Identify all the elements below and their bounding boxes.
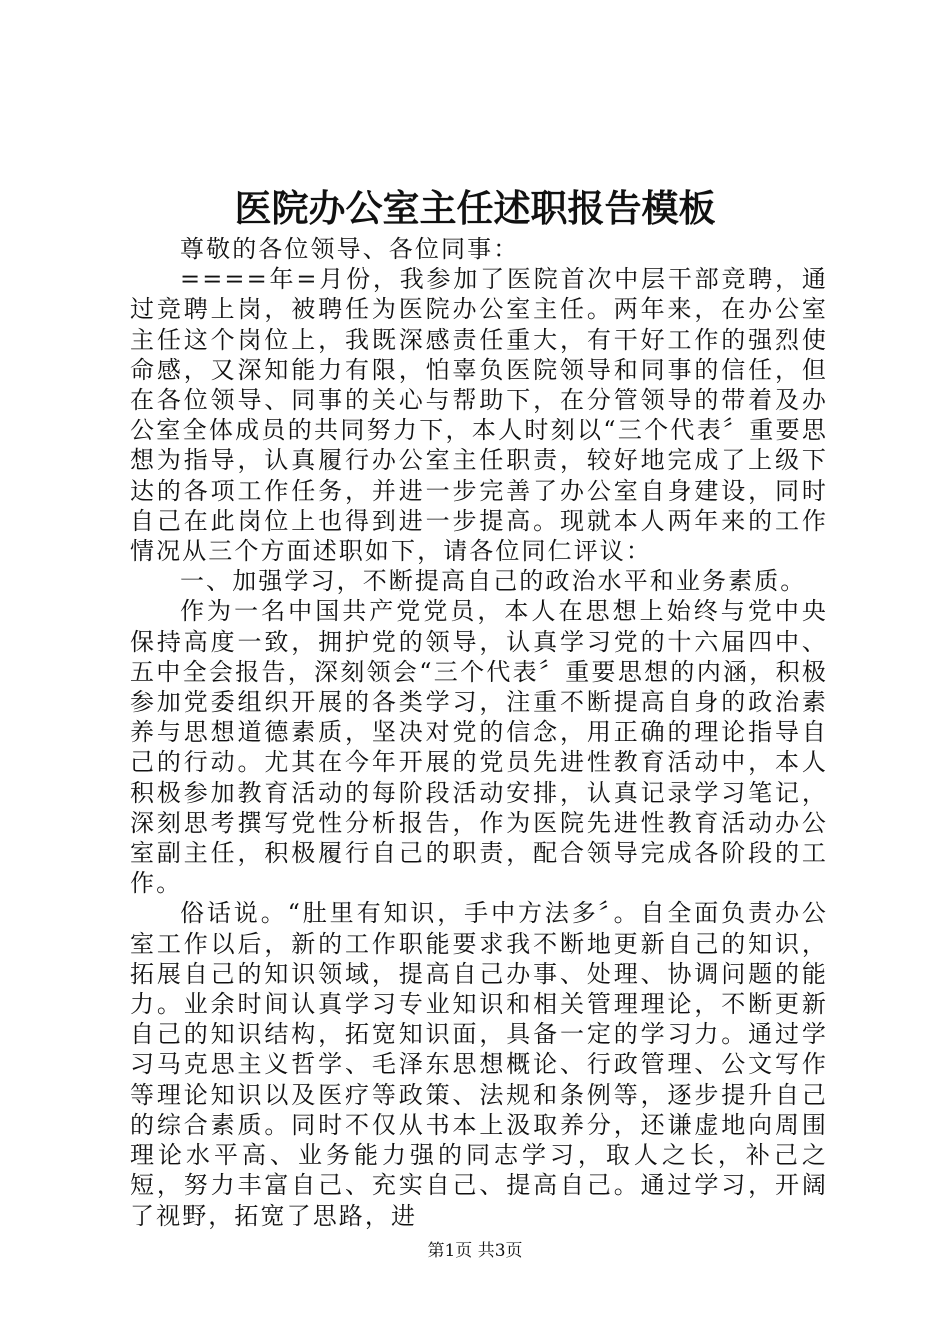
paragraph-intro: ====年=月份，我参加了医院首次中层干部竞聘，通过竞聘上岗，被聘任为医院办公室主任。两年来，在办公室主任这个岗位上，我既深感责任重大，有干好工作的强烈使命感，又深知能力有限，怕辜负医院领导和同事的信任，但在各位领导、同事的关心与帮助下，在分管领导的带着及办公室全体成员的共同努力下，本人时刻以“三个代表〞重要思想为指导，认真履行办公室主任职责，较好地完成了上级下达的各项工作任务，并进一步完善了办公室自身建设，同时自己在此岗位上也得到进一步提高。现就本人两年来的工作情况从三个方面述职如下，请各位同仁评议：: [130, 265, 828, 566]
paragraph-salutation: 尊敬的各位领导、各位同事：: [180, 235, 520, 263]
document-title: 医院办公室主任述职报告模板: [234, 186, 716, 230]
paragraph-knowledge: 俗话说。“肚里有知识，手中方法多〞。自全面负责办公室工作以后，新的工作职能要求我不断地更新自己的知识，拓展自己的知识领域，提高自己办事、处理、协调问题的能力。业余时间认真学习专业知识和相关管理理论，不断更新自己的知识结构，拓宽知识面，具备一定的学习力。通过学习马克思主义哲学、毛泽东思想概论、行政管理、公文写作等理论知识以及医疗等政策、法规和条例等，逐步提升自己的综合素质。同时不仅从书本上汲取养分，还谦虚地向周围理论水平高、业务能力强的同志学习，取人之长，补己之短，努力丰富自己、充实自己、提高自己。通过学习，开阔了视野，拓宽了思路，进: [130, 899, 828, 1230]
paragraph-party-study: 作为一名中国共产党党员，本人在思想上始终与党中央保持高度一致，拥护党的领导，认真学习党的十六届四中、五中全会报告，深刻领会“三个代表〞重要思想的内涵，积极参加党委组织开展的各类学习，注重不断提高自身的政治素养与思想道德素质，坚决对党的信念，用正确的理论指导自己的行动。尤其在今年开展的党员先进性教育活动中，本人积极参加教育活动的每阶段活动安排，认真记录学习笔记，深刻思考撰写党性分析报告，作为医院先进性教育活动办公室副主任，积极履行自己的职责，配合领导完成各阶段的工作。: [130, 597, 828, 898]
document-body: [130, 234, 828, 1231]
page-footer: 第1页 共3页: [427, 1241, 523, 1261]
section-heading-1: 一、加强学习，不断提高自己的政治水平和业务素质。: [180, 567, 807, 596]
